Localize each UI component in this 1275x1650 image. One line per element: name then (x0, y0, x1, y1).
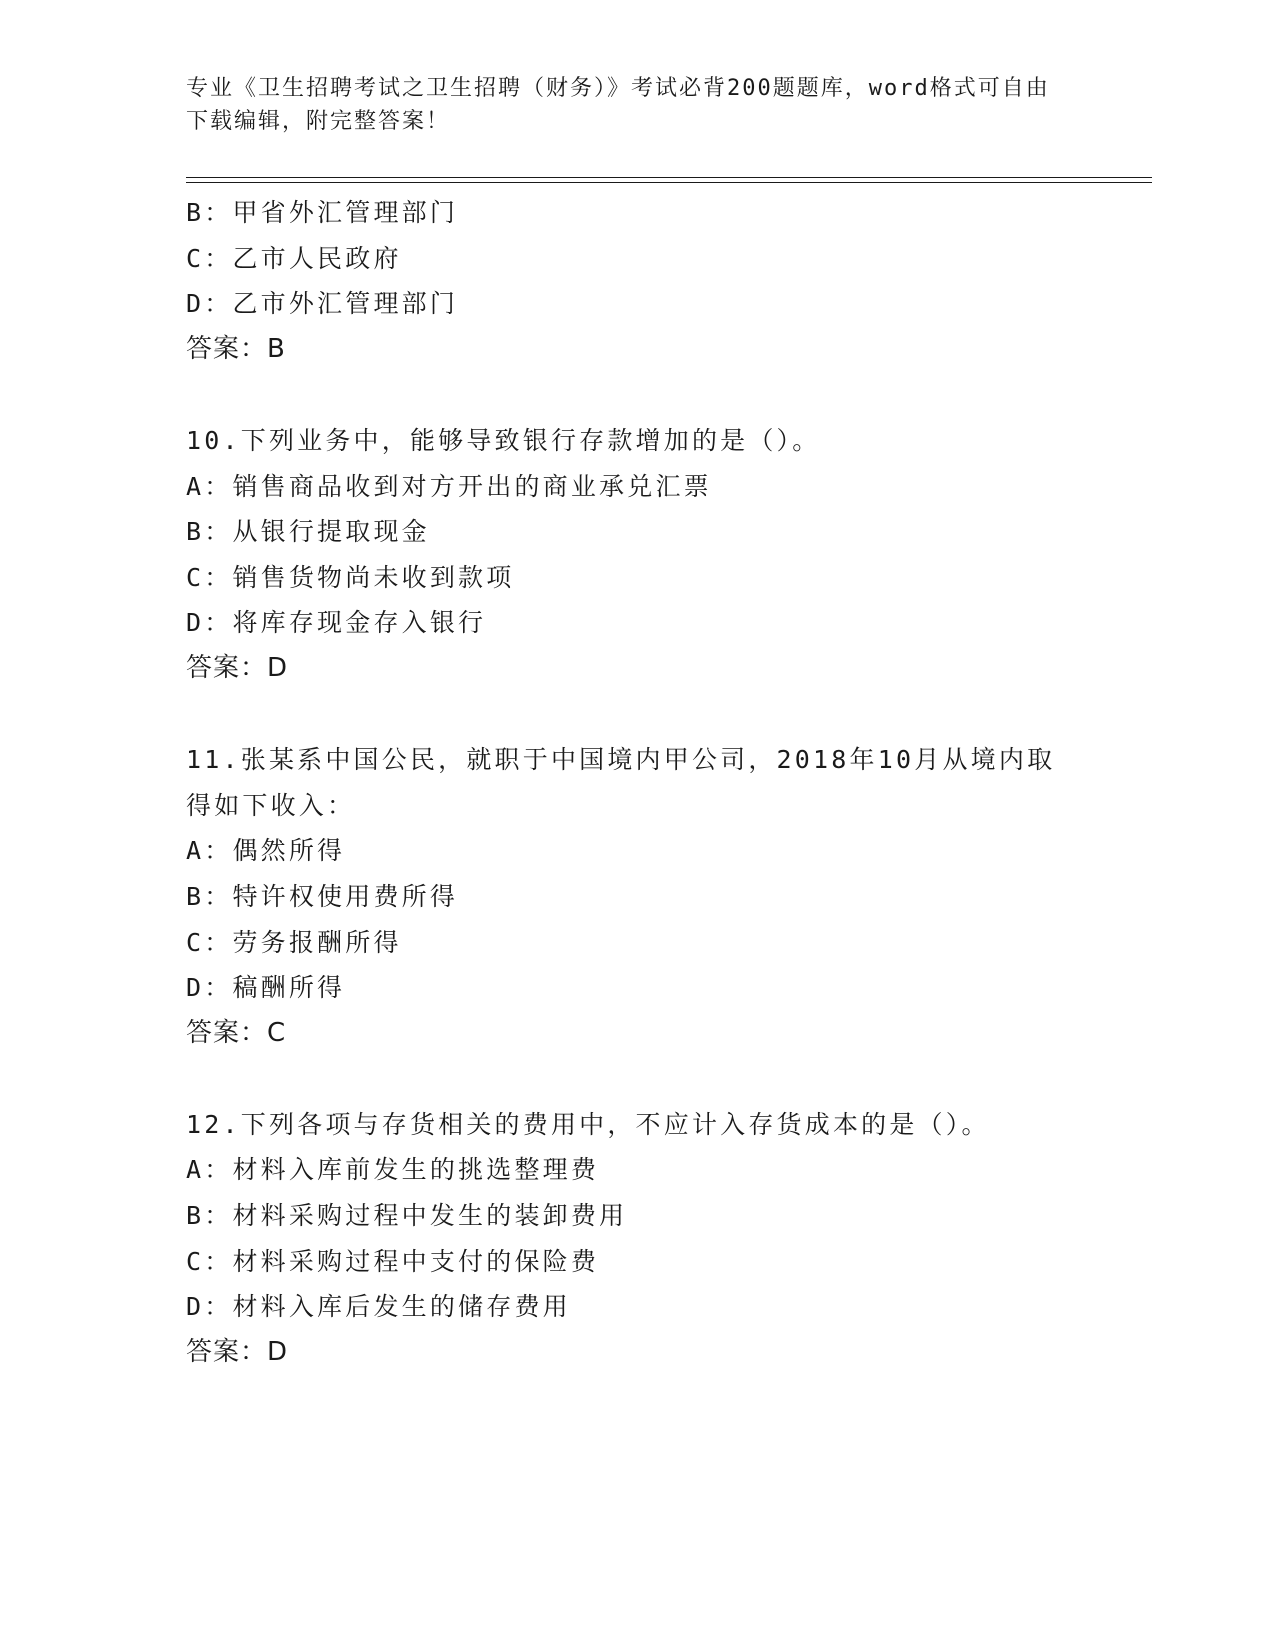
option-c: C：乙市人民政府 (186, 243, 402, 273)
question-stem: 12.下列各项与存货相关的费用中，不应计入存货成本的是（）。 (186, 1109, 990, 1139)
option-b: B：材料采购过程中发生的装卸费用 (186, 1201, 628, 1231)
option-b: B：特许权使用费所得 (186, 881, 459, 911)
option-a: A：材料入库前发生的挑选整理费 (186, 1155, 600, 1185)
option-b: B：甲省外汇管理部门 (186, 198, 459, 227)
question-block-10 (186, 418, 1146, 692)
option-c: C：销售货物尚未收到款项 (186, 562, 515, 592)
option-d: D：将库存现金存入银行 (186, 608, 487, 638)
question-block-11 (186, 737, 1146, 1056)
option-d: D：材料入库后发生的储存费用 (186, 1292, 571, 1322)
question-spacer (186, 1056, 1146, 1102)
question-block-continued (186, 190, 1146, 372)
option-c: C：劳务报酬所得 (186, 927, 402, 957)
option-d: D：稿酬所得 (186, 973, 346, 1003)
option-b: B：从银行提取现金 (186, 517, 430, 547)
option-d: D：乙市外汇管理部门 (186, 289, 459, 319)
question-block-12 (186, 1102, 1146, 1376)
question-spacer (186, 372, 1146, 418)
answer-line: 答案：D (186, 1336, 289, 1367)
question-spacer (186, 692, 1146, 738)
question-stem: 11.张某系中国公民，就职于中国境内甲公司，2018年10月从境内取得如下收入： (186, 745, 1056, 820)
option-c: C：材料采购过程中支付的保险费 (186, 1246, 600, 1276)
question-stem: 10.下列业务中，能够导致银行存款增加的是（）。 (186, 425, 821, 455)
header-divider-bottom (186, 182, 1152, 183)
document-header: 专业《卫生招聘考试之卫生招聘（财务）》考试必背200题题库，word格式可自由下载编辑，附完整答案！ (186, 76, 1050, 134)
option-a: A：偶然所得 (186, 836, 346, 866)
answer-line: 答案：B (186, 333, 286, 364)
option-a: A：销售商品收到对方开出的商业承兑汇票 (186, 471, 712, 501)
header-divider-top (186, 177, 1152, 178)
question-content (186, 190, 1146, 1375)
answer-line: 答案：D (186, 652, 289, 683)
answer-line: 答案：C (186, 1017, 287, 1048)
